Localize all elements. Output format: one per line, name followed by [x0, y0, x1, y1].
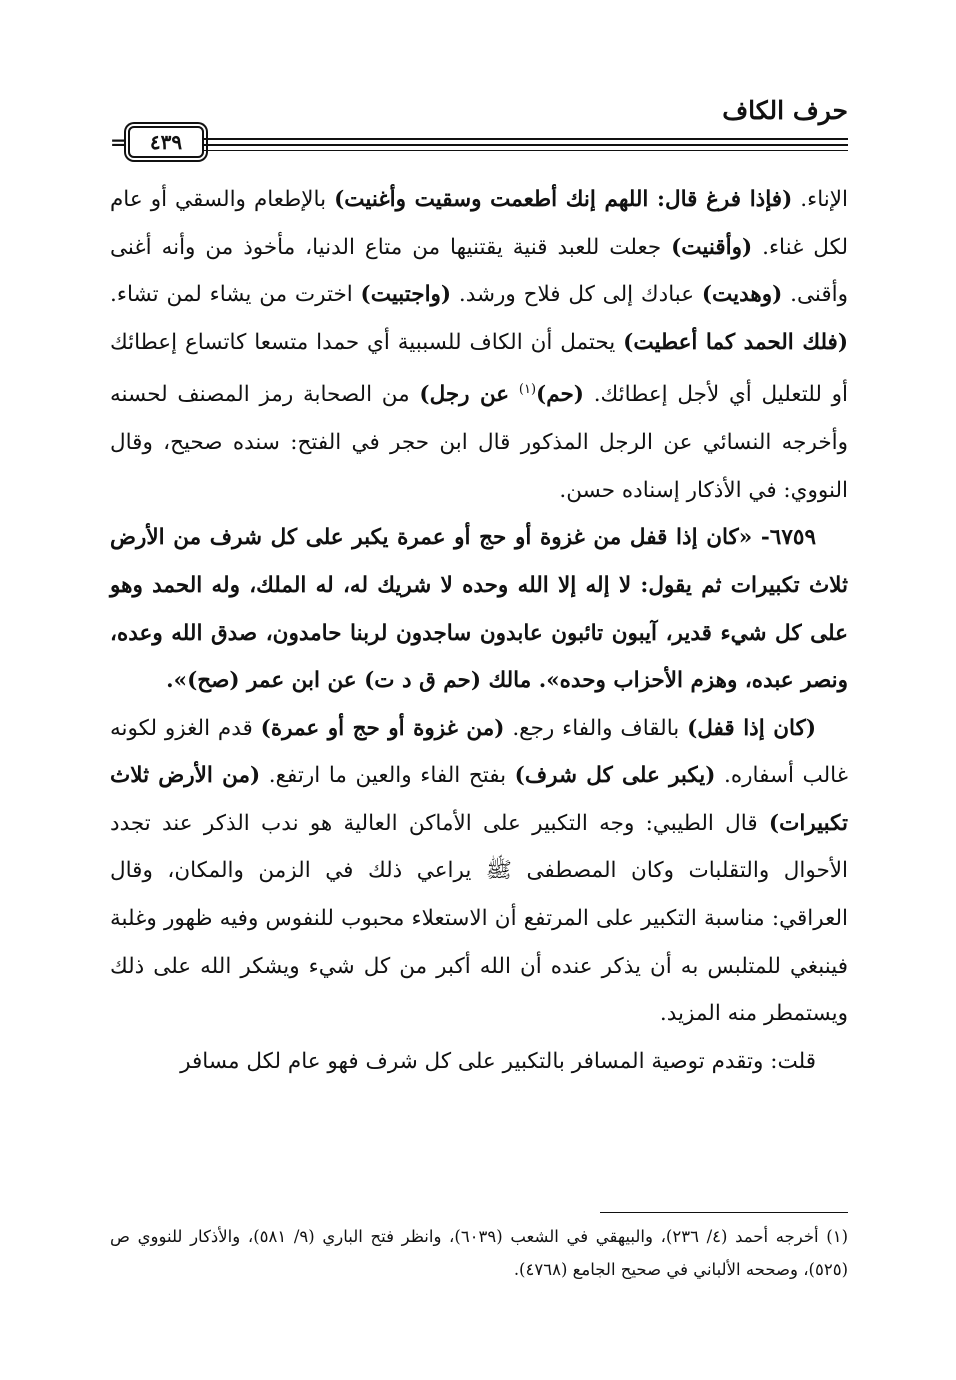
commentary-paragraph: [110, 705, 848, 1038]
rule-line: [202, 138, 848, 140]
quoted-hadith-phrase: (كان إذا قفل): [687, 715, 816, 741]
quoted-hadith-phrase: (فإذا فرغ قال: اللهم إنك أطعمت وسقيت وأغنيت): [334, 187, 793, 212]
quoted-hadith-phrase: (من الأرض ثلاث تكبيرات): [110, 763, 848, 836]
header-eq-mark: =: [110, 130, 127, 154]
rule-line: [202, 150, 848, 151]
chapter-title: حرف الكاف: [722, 96, 848, 125]
commentary-paragraph: [110, 1038, 848, 1086]
text-run: [509, 383, 519, 408]
text-run: بالقاف والفاء رجع.: [504, 715, 688, 741]
text-run: الإناء.: [792, 187, 848, 212]
text-run: عبادك إلى كل فلاح ورشد.: [451, 282, 702, 308]
text-run: بفتح الفاء والعين ما ارتفع.: [260, 763, 515, 789]
quoted-hadith-phrase: عن رجل): [419, 382, 510, 408]
source-symbol: (حم): [536, 382, 584, 408]
quoted-hadith-phrase: (واجتبيت): [360, 282, 452, 308]
hadith-entry: [110, 514, 848, 704]
text-run: قلت: وتقدم توصية المسافر بالتكبير على كل شرف فهو عام لكل مسافر: [180, 1048, 816, 1074]
page-number: ٤٣٩: [128, 126, 204, 158]
text-run: جعلت للعبد قنية يقتنيها من متاع الدنيا، مأخوذ من وأنه أغنى وأقنى.: [110, 234, 848, 308]
hadith-text: «كان إذا قفل من غزوة أو حج أو عمرة يكبر على كل شرف من الأرض ثلاث تكبيرات ثم يقول: لا إله إلا الله وحده لا شريك له، له الملك، وله الحمد وهو على كل شيء قدير، آيبون تائبون عابدون ساجدون لربنا حامدون، صدق الله وعده، ونصر عبده، وهزم الأحزاب وحده». مالك (حم ق د ت) عن ابن عمر (صح)».: [110, 525, 848, 694]
text-run: اخترت من يشاء لمن تشاء.: [110, 282, 361, 308]
header-rule: [110, 126, 848, 156]
footnote-ref: (١): [518, 382, 537, 398]
quoted-hadith-phrase: (وهديت): [701, 282, 783, 308]
main-text: [110, 176, 848, 1085]
quoted-hadith-phrase: (وأقنيت): [671, 234, 753, 260]
hadith-number: ٦٧٥٩-: [752, 525, 816, 551]
text-run: بالإطعام والسقي أو عام لكل غناء.: [110, 187, 848, 260]
quoted-hadith-phrase: (من غزوة أو حج أو عمرة): [260, 715, 505, 741]
commentary-paragraph: [110, 176, 848, 514]
text-run: قال الطيبي: وجه التكبير على الأماكن العالية هو ندب الذكر عند تجدد الأحوال والتقلبات وكان المصطفى ﷺ يراعي ذلك في الزمن والمكان، وقال العراقي: مناسبة التكبير على المرتفع أن الاستعلاء محبوب للنفوس وفيه ظهور وغلبة فينبغي للمتلبس به أن يذكر عنده أن الله أكبر من كل شيء ويشكر الله على ذلك ويستمطر منه المزيد.: [110, 810, 848, 1027]
footnote-text: (١) أخرجه أحمد (٤/ ٢٣٦)، والبيهقي في الشعب (٦٠٣٩)، وانظر فتح الباري (٩/ ٥٨١)، والأذكار للنووي ص (٥٢٥)، وصححه الألباني في صحيح الجامع (٤٧٦٨).: [110, 1227, 849, 1279]
text-run: قدم الغزو لكونه غالب أسفاره.: [110, 715, 848, 789]
quoted-hadith-phrase: (فلك الحمد كما أعطيت): [623, 329, 849, 355]
quoted-hadith-phrase: (يكبر على كل شرف): [514, 763, 716, 789]
text-run: من الصحابة رمز المصنف لحسنه وأخرجه النسائي عن الرجل المذكور قال ابن حجر في الفتح: سنده صحيح، وقال النووي: في الأذكار إسناده حسن.: [110, 382, 848, 503]
rule-line: [202, 144, 848, 146]
text-run: يحتمل أن الكاف للسببية أي حمدا متسعا كاتساع إعطائك أو للتعليل أي لأجل إعطائك.: [110, 329, 849, 408]
footnote: [110, 1220, 848, 1286]
footnote-separator: [600, 1212, 848, 1213]
